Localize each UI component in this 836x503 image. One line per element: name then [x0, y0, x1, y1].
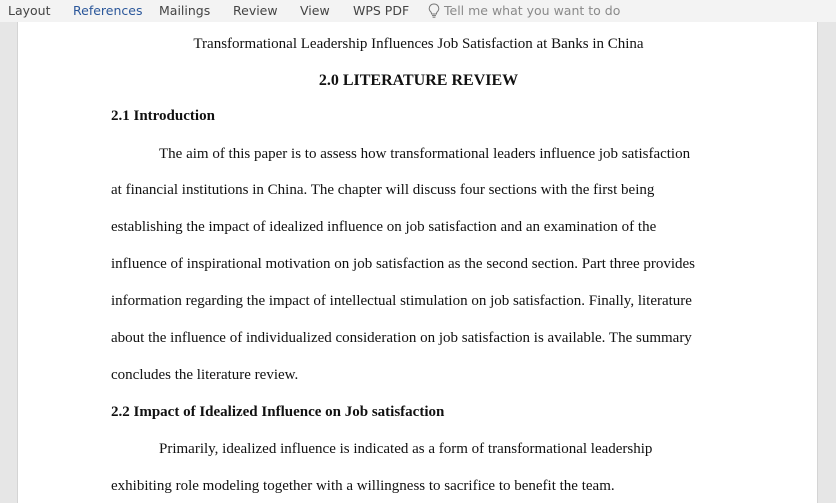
- left-gutter: [0, 22, 17, 503]
- paragraph-line: The aim of this paper is to assess how transformational leaders influence job satisfaction: [159, 146, 691, 162]
- paragraph-line: concludes the literature review.: [111, 367, 299, 383]
- section-heading-introduction: 2.1 Introduction: [111, 108, 215, 124]
- document-page[interactable]: [17, 22, 818, 503]
- section-heading-idealized-influence: 2.2 Impact of Idealized Influence on Job satisfaction: [111, 404, 445, 420]
- chapter-title: 2.0 LITERATURE REVIEW: [318, 72, 519, 89]
- tell-me-placeholder: Tell me what you want to do: [444, 3, 621, 18]
- lightbulb-icon: [428, 3, 440, 18]
- paragraph-line: about the influence of individualized consideration on job satisfaction is available. The summary: [111, 330, 692, 346]
- tab-mailings[interactable]: Mailings: [159, 3, 211, 18]
- tell-me-search[interactable]: [428, 3, 620, 18]
- page-header: Transformational Leadership Influences Job Satisfaction at Banks in China: [193, 36, 644, 52]
- tab-wps-pdf[interactable]: WPS PDF: [353, 3, 410, 18]
- paragraph-line: Primarily, idealized influence is indicated as a form of transformational leadership: [159, 441, 653, 457]
- paragraph-line: influence of inspirational motivation on job satisfaction as the second section. Part three provides: [111, 256, 696, 272]
- tab-layout[interactable]: Layout: [8, 3, 51, 18]
- paragraph-line: exhibiting role modeling together with a willingness to sacrifice to benefit the team.: [111, 478, 615, 494]
- tab-review[interactable]: Review: [233, 3, 278, 18]
- tab-references[interactable]: References: [73, 3, 143, 18]
- paragraph-line: establishing the impact of idealized influence on job satisfaction and an examination of the: [111, 219, 657, 235]
- tab-view[interactable]: View: [300, 3, 330, 18]
- paragraph-line: information regarding the impact of intellectual stimulation on job satisfaction. Finally, literature: [111, 293, 692, 309]
- paragraph-line: at financial institutions in China. The chapter will discuss four sections with the first being: [111, 182, 655, 198]
- right-gutter: [818, 22, 836, 503]
- ribbon-tab-bar: [0, 0, 836, 22]
